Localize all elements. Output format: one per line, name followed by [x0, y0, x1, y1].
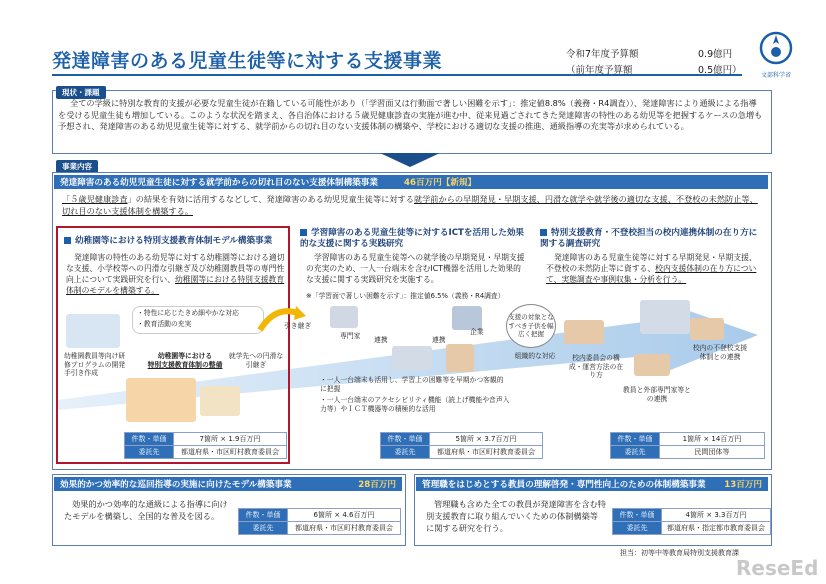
col3-school-illustration	[640, 300, 690, 334]
budget-prev-value: 0.5億円）	[698, 65, 742, 76]
main-intro	[62, 193, 762, 217]
col1-square-icon	[64, 237, 71, 244]
col1-table-h1: 件数・単価	[125, 433, 174, 446]
col2-table-v2: 都道府県・市区町村教育委員会	[430, 446, 543, 459]
col3-title: 特別支援教育・不登校担当の校内連携体制の在り方に関する調査研究	[540, 228, 758, 249]
company-illustration	[452, 306, 482, 330]
kindergarten-building-icon	[200, 386, 240, 416]
budget-current-value: 0.9億円	[698, 49, 733, 60]
bl-table-v2: 都道府県・市区町村教育委員会	[288, 522, 401, 535]
col1-body	[66, 252, 286, 296]
col1-table-v1: 7箇所 × 1.9百万円	[174, 433, 287, 446]
mext-logo	[756, 30, 796, 78]
col2-note: ※「学習面で著しい困難を示す」：推定値6.5%（義務・R4調査）	[306, 292, 505, 300]
col2-bullet-1: ・一人一台端末も活用し、学習上の困難等を早期かつ客観的に把握	[320, 376, 504, 393]
kindergarten-illustration	[126, 378, 196, 422]
col3-body-a: 発達障害のある児童生徒等に対する早期発見・早期支援、不登校の未然防止等に資する、	[546, 253, 757, 273]
col3-caption-3: 教員と外部専門家等との連携	[623, 386, 691, 403]
background-tag: 現状・課題	[56, 86, 106, 99]
budget-prev-label: （前年度予算額	[566, 65, 633, 76]
bottom-right-bar	[416, 477, 768, 491]
title-underline	[52, 74, 742, 76]
main-intro-b: 」の結果を有効に活用するなどして、発達障害のある幼児児童生徒等に対する	[127, 194, 414, 204]
col1-bullet-1: ・特性に応じたきめ細やかな対応	[137, 309, 239, 317]
col3-table-h2: 委託先	[611, 446, 660, 459]
col2-label-link-2: 連携	[432, 336, 446, 344]
bottom-left-bar-title: 効果的かつ効率的な巡回指導の実施に向けたモデル構築事業	[60, 480, 292, 490]
main-bar-amount: 46百万円【新規】	[403, 178, 477, 188]
col2-table-h1: 件数・単価	[381, 433, 430, 446]
col1-table-h2: 委託先	[125, 446, 174, 459]
bl-table-h1: 件数・単価	[239, 509, 288, 522]
br-table-h2: 委託先	[613, 522, 662, 535]
page-title: 発達障害のある児童生徒等に対する支援事業	[52, 50, 443, 72]
col2-title: 学習障害のある児童生徒等に対するICTを活用した効果的な支援に関する実践研究	[300, 228, 525, 249]
school-building-illustration	[392, 346, 432, 370]
col1-caption-right: 就学先への円滑な引継ぎ	[228, 352, 284, 369]
br-table-v1: 4箇所 × 3.3百万円	[662, 509, 771, 522]
col2-side-bubble	[506, 304, 556, 348]
bottom-right-table	[612, 508, 771, 535]
col1-table-v2: 都道府県・市区町村教育委員会	[174, 446, 287, 459]
col1-table	[124, 432, 287, 459]
col3-table-v2: 民間団体等	[660, 446, 765, 459]
col2-table-v1: 5箇所 × 3.7百万円	[430, 433, 543, 446]
teachers-illustration	[446, 344, 474, 372]
down-arrow-icon	[380, 153, 440, 167]
col2-label-link-1: 連携	[374, 336, 388, 344]
expert-illustration	[330, 306, 358, 328]
br-table-v2: 都道府県・指定都市教育委員会	[662, 522, 771, 535]
col1-title: 幼稚園等における特別支援教育体制モデル構築事業	[64, 236, 286, 247]
hikitsugi-label: 引き継ぎ	[284, 322, 312, 330]
col3-caption-1: 校内委員会の構成・運営方法の在り方	[568, 354, 624, 379]
bottom-left-table	[238, 508, 401, 535]
logo-text: 文部科学省	[760, 72, 791, 79]
col3-square-icon	[540, 229, 547, 236]
col2-body: 学習障害のある児童生徒等への就学後の早期発見・早期支援の充実のため、一人一台端末を含むICT機器を活用した効果的な支援に関する実践研究を実施する。	[306, 253, 525, 284]
main-bar-title: 発達障害のある幼児児童生徒に対する就学前からの切れ目のない支援体制構築事業	[60, 178, 378, 188]
bl-table-h2: 委託先	[239, 522, 288, 535]
mext-emblem-icon	[756, 30, 796, 68]
handover-arrow-icon	[256, 300, 306, 336]
col1-caption-mid-1: 幼稚園等における	[157, 352, 213, 360]
col3-body	[546, 252, 760, 285]
main-intro-a: 「５歳児健康診査	[62, 194, 128, 204]
budget-current-label: 令和7年度予算額	[566, 49, 639, 60]
bottom-right-bar-amount: 13百万円	[724, 480, 762, 490]
col2-label-company: 企業	[470, 328, 484, 336]
col2-label-expert: 専門家	[340, 332, 361, 340]
col3-committee-illustration	[564, 320, 604, 344]
teachers-training-illustration	[66, 314, 120, 348]
col3-body-b: 校内支援体制の在り方について、実態調査や事例収集・分析を行う。	[546, 264, 757, 284]
bottom-right-bar-title: 管理職をはじめとする教員の理解啓発・専門性向上のための体制構築事業	[422, 480, 706, 490]
col2-side-1: 支援の対象となすべき子供を幅広く把握	[508, 313, 554, 338]
col2-table-h2: 委託先	[381, 446, 430, 459]
col2-square-icon	[300, 229, 307, 236]
bottom-right-body: 管理職も含めた全ての教員が発達障害を含む特別支援教育に取り組んでいくための体制構築等に関する研究を行う。	[426, 499, 606, 533]
col1-caption-mid-2: 特別支援教育体制の整備	[147, 360, 223, 369]
col3-table	[610, 432, 765, 459]
main-bar	[54, 175, 768, 189]
watermark: ReseEd	[736, 556, 819, 580]
col2-side-2: 組織的な対応	[514, 352, 556, 360]
col3-table-h1: 件数・単価	[611, 433, 660, 446]
col2-bullet-2: ・一人一台端末のアクセシビリティ機能（読上げ機能や音声入力等）やＩＣＴ機器等の積極的な活用	[320, 396, 510, 413]
content-tag: 事業内容	[56, 160, 98, 173]
footer-text: 担当：初等中等教育局特別支援教育課	[620, 549, 739, 557]
col1-body-b: 幼稚園等における特別支援教育体制のモデルを構築する。	[66, 275, 285, 295]
bottom-left-bar-amount: 28百万円	[358, 480, 396, 490]
bl-table-v1: 6箇所 × 4.6百万円	[288, 509, 401, 522]
col1-bullet-2: ・教育活動の充実	[137, 319, 192, 328]
col1-caption-mid	[140, 352, 230, 369]
col3-caption-2: 校内の不登校支援体制との連携	[692, 344, 748, 361]
col3-table-v1: 1箇所 × 14百万円	[660, 433, 765, 446]
bottom-left-body: 効果的かつ効率的な通級による指導に向けたモデルを構築し、全国的な普及を図る。	[64, 499, 228, 521]
col3-expert-illustration	[634, 354, 670, 376]
bottom-left-bar	[54, 477, 402, 491]
main-intro-c: 就学前からの早期発見・早期支援、円滑な就学や就学後の適切な支援、不登校の未然防止等、切れ目のない支援体制を構築する。	[62, 194, 758, 216]
col1-caption-left: 幼稚園教員等向け研修プログラムの開発手引き作成	[64, 352, 126, 377]
col3-support-illustration	[690, 318, 724, 340]
br-table-h1: 件数・単価	[613, 509, 662, 522]
background-text: 全ての学級に特別な教育的支援が必要な児童生徒が在籍している可能性があり（「学習面又は行動面で著しい困難を示す」：推定値8.8%（義務・R4調査））、発達障害により通級による指導を受ける児童生徒も増加している。このような状況を踏まえ、各自治体における５歳児健康診査の実施が進む中、従来見過ごされてきた発達障害の特性のある幼児等を把握するケースの急増も予想され、発達障害のある幼児児童生徒等に対する、就学前からの切れ目のない支援体制の構築や、学校における適切な支援の推進、通級指導の充実等が求められている。	[58, 98, 763, 131]
col1-speech-bubble	[132, 306, 264, 334]
col2-table	[380, 432, 543, 459]
col1-body-a: 発達障害の特性のある幼児等に対する幼稚園等における適切な支援、小学校等への円滑な引継ぎ及び幼稚園教員等の専門性向上について実践研究を行い、	[66, 253, 285, 284]
